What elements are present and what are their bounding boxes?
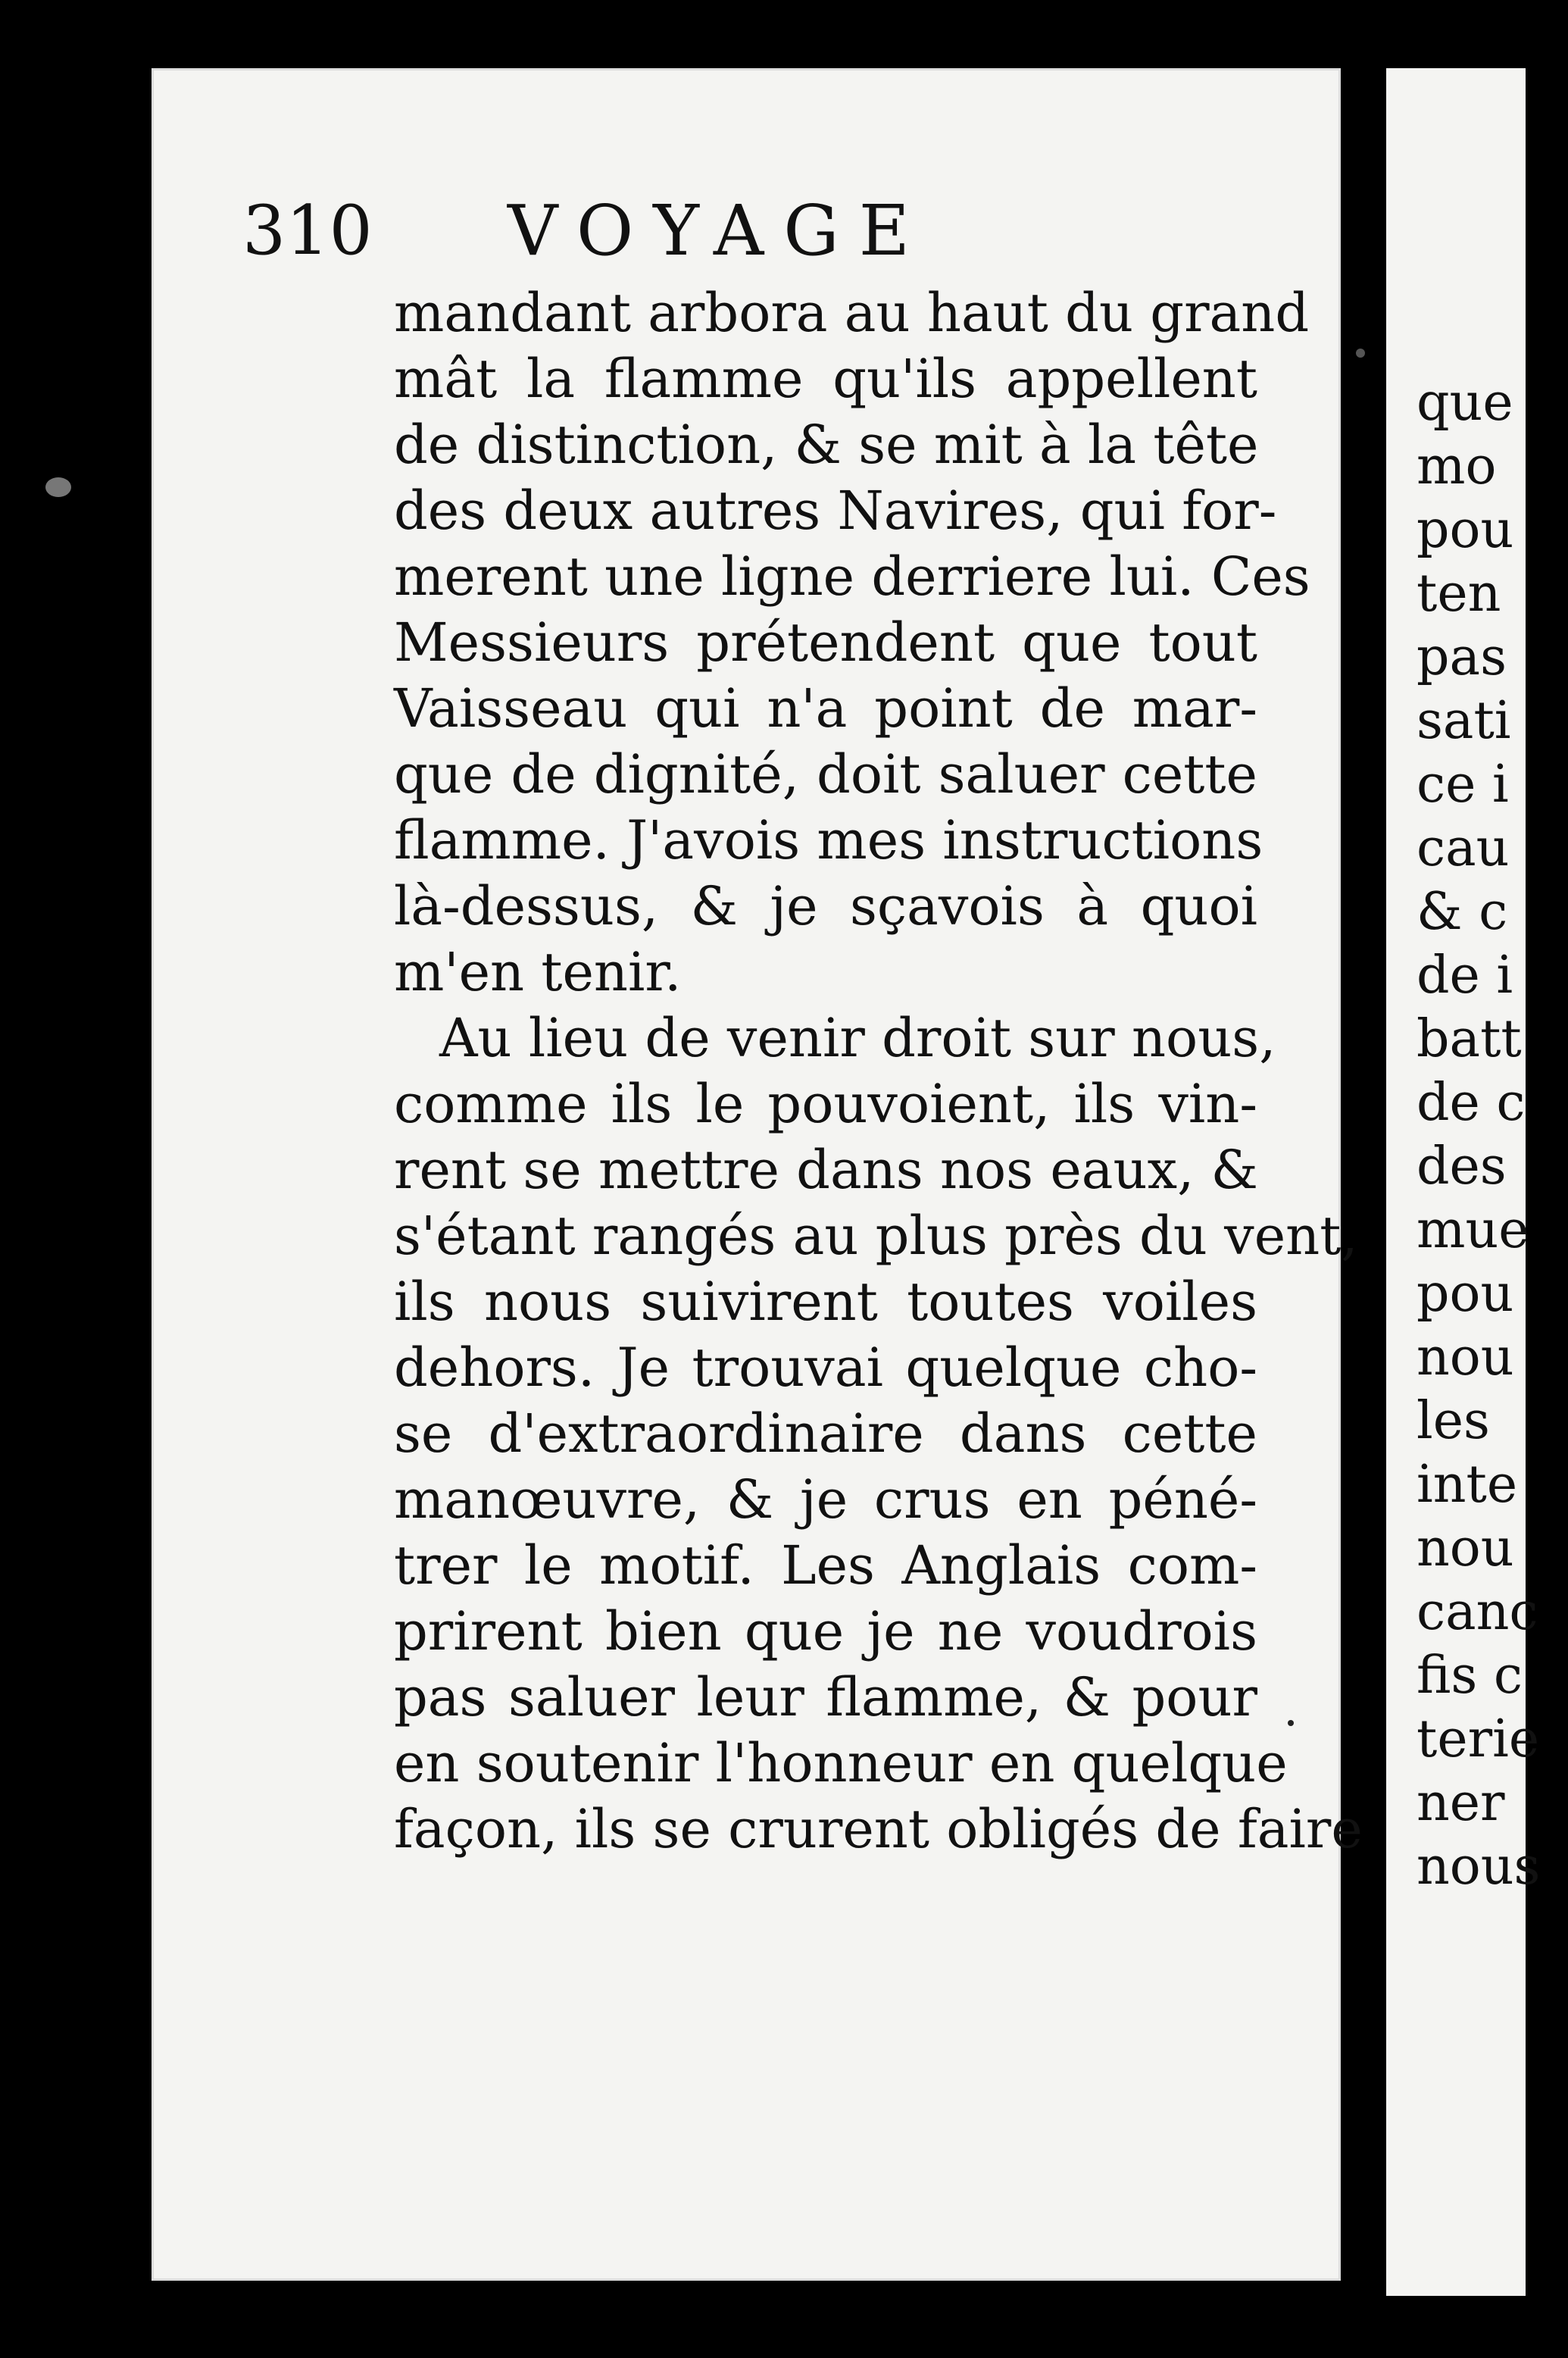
page-number: 310 [242, 191, 373, 271]
text-line: des deux autres Navires, qui for- [394, 480, 1277, 542]
text-line: mandant arbora au haut du grand [394, 282, 1310, 344]
text-line: Messieurs prétendent que tout [394, 611, 1257, 674]
ink-speck [45, 477, 71, 497]
text-line: les [1417, 1391, 1490, 1451]
text-line: fis c [1417, 1646, 1523, 1706]
text-line: pas [1417, 627, 1507, 687]
text-line: Vaisseau qui n'a point de mar- [394, 677, 1257, 740]
text-line: que de dignité, doit saluer cette [394, 743, 1257, 805]
text-line: s'étant rangés au plus près du vent, [394, 1205, 1358, 1267]
text-line: canc [1417, 1582, 1538, 1642]
text-line: mât la flamme qu'ils appellent [394, 348, 1257, 410]
right-page [1386, 68, 1541, 2296]
text-line: ce i [1417, 755, 1509, 815]
text-line: que [1417, 373, 1513, 433]
text-line: rent se mettre dans nos eaux, & [394, 1139, 1258, 1201]
right-page-text [1417, 371, 1568, 1899]
text-line: ten [1417, 564, 1501, 624]
text-line: inte [1417, 1455, 1518, 1515]
text-line: mue [1417, 1200, 1529, 1260]
text-line: prirent bien que je ne voudrois [394, 1600, 1257, 1662]
text-line: trer le motif. Les Anglais com- [394, 1534, 1257, 1596]
text-line: pou [1417, 500, 1514, 560]
text-line: des [1417, 1137, 1507, 1196]
text-line: batt [1417, 1009, 1522, 1069]
text-line: terie [1417, 1709, 1540, 1769]
text-line: & c [1417, 882, 1508, 942]
text-line: cau [1417, 818, 1510, 878]
text-line: là-dessus, & je sçavois à quoi [394, 875, 1257, 937]
text-line: flamme. J'avois mes instructions [394, 809, 1263, 871]
text-line: nou [1417, 1518, 1514, 1578]
text-line: manœuvre, & je crus en péné- [394, 1468, 1257, 1531]
text-line: pas saluer leur flamme, & pour [394, 1666, 1257, 1728]
text-line: m'en tenir. [394, 941, 682, 1003]
text-line: comme ils le pouvoient, ils vin- [394, 1073, 1257, 1135]
text-line: nou [1417, 1328, 1514, 1387]
ink-speck [1356, 349, 1365, 358]
text-line: ner [1417, 1773, 1505, 1833]
text-line: façon, ils se crurent obligés de faire [394, 1798, 1363, 1860]
text-line: en soutenir l'honneur en quelque [394, 1732, 1288, 1794]
text-line: nous [1417, 1837, 1541, 1897]
ink-speck [1288, 1720, 1294, 1726]
text-line: pou [1417, 1264, 1514, 1324]
page-header [242, 189, 1189, 273]
text-line: de i [1417, 946, 1513, 1005]
text-line: ils nous suivirent toutes voiles [394, 1271, 1257, 1333]
text-line: merent une ligne derriere lui. Ces [394, 546, 1310, 608]
text-line: dehors. Je trouvai quelque cho- [394, 1337, 1257, 1399]
text-line: de c [1417, 1073, 1526, 1133]
text-line: mo [1417, 436, 1497, 496]
text-line: Au lieu de venir droit sur nous, [439, 1007, 1276, 1069]
running-head: VOYAGE [508, 190, 929, 271]
text-line: de distinction, & se mit à la tête [394, 414, 1259, 476]
text-line: sati [1417, 691, 1511, 751]
body-text [394, 280, 1363, 1862]
text-line: se d'extraordinaire dans cette [394, 1403, 1257, 1465]
